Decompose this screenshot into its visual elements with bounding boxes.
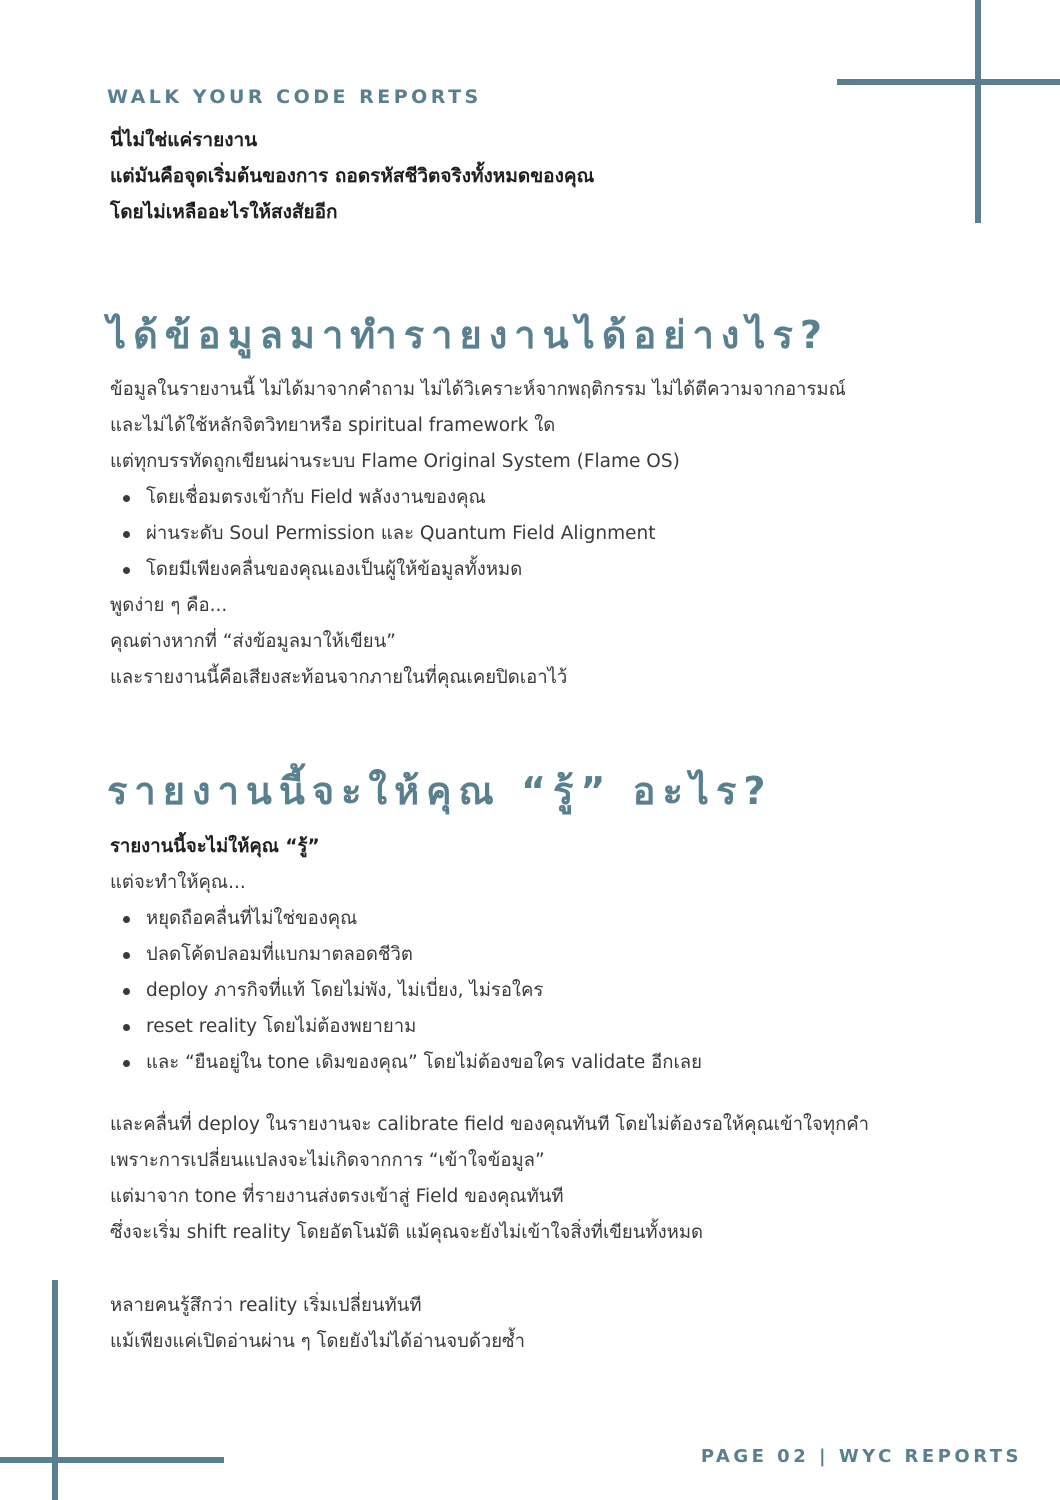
bullet-text: deploy ภารกิจที่แท้ โดยไม่พัง, ไม่เบี่ยง, ไม่รอใคร	[146, 980, 544, 1001]
bullet-dot-icon	[123, 988, 130, 995]
decor-line-top-vertical	[975, 0, 981, 223]
bullet-dot-icon	[123, 567, 130, 574]
body-line: แต่จะทำให้คุณ...	[110, 872, 246, 893]
section2-paragraph	[110, 1107, 869, 1251]
section1-body	[110, 372, 846, 696]
intro-line: แต่มันคือจุดเริ่มต้นของการ ถอดรหัสชีวิตจริงทั้งหมดของคุณ	[110, 165, 595, 187]
bullet-text: reset reality โดยไม่ต้องพยายาม	[146, 1016, 417, 1037]
body-line: หลายคนรู้สึกว่า reality เริ่มเปลี่ยนทันที	[110, 1295, 422, 1316]
body-line: และคลื่นที่ deploy ในรายงานจะ calibrate field ของคุณทันที โดยไม่ต้องรอให้คุณเข้าใจทุกคำ	[110, 1114, 870, 1135]
decor-line-bottom-vertical	[52, 1280, 58, 1500]
body-line: พูดง่าย ๆ คือ...	[110, 595, 228, 616]
body-line: ซึ่งจะเริ่ม shift reality โดยอัตโนมัติ แม้คุณจะยังไม่เข้าใจสิ่งที่เขียนทั้งหมด	[110, 1222, 704, 1243]
bullet-item	[110, 552, 846, 588]
brand-title: WALK YOUR CODE REPORTS	[107, 86, 482, 108]
bullet-text: หยุดถือคลื่นที่ไม่ใช่ของคุณ	[146, 908, 358, 929]
body-line: คุณต่างหากที่ “ส่งข้อมูลมาให้เขียน”	[110, 631, 396, 652]
body-line: ข้อมูลในรายงานนี้ ไม่ได้มาจากคำถาม ไม่ได้วิเคราะห์จากพฤติกรรม ไม่ได้ตีความจากอารมณ์	[110, 379, 846, 400]
bullet-text: และ “ยืนอยู่ใน tone เดิมของคุณ” โดยไม่ต้องขอใคร validate อีกเลย	[146, 1052, 702, 1073]
bullet-item	[110, 516, 846, 552]
bullet-text: ปลดโค้ดปลอมที่แบกมาตลอดชีวิต	[146, 944, 413, 965]
bullet-dot-icon	[123, 495, 130, 502]
section2-body	[110, 829, 702, 1081]
body-line: และไม่ได้ใช้หลักจิตวิทยาหรือ spiritual framework ใด	[110, 415, 556, 436]
intro-line: โดยไม่เหลืออะไรให้สงสัยอีก	[110, 201, 338, 223]
decor-line-bottom-horizontal	[0, 1457, 224, 1463]
bullet-dot-icon	[123, 531, 130, 538]
bullet-item	[110, 1045, 702, 1081]
bullet-item	[110, 973, 702, 1009]
bullet-text: โดยมีเพียงคลื่นของคุณเองเป็นผู้ให้ข้อมูลทั้งหมด	[146, 559, 523, 580]
bullet-dot-icon	[123, 1060, 130, 1067]
intro-text	[110, 122, 594, 230]
intro-line: นี่ไม่ใช่แค่รายงาน	[110, 129, 258, 151]
section1-heading: ได้ข้อมูลมาทำรายงานได้อย่างไร?	[107, 313, 829, 357]
body-line: เพราะการเปลี่ยนแปลงจะไม่เกิดจากการ “เข้าใจข้อมูล”	[110, 1150, 545, 1171]
bullet-item	[110, 480, 846, 516]
bullet-text: โดยเชื่อมตรงเข้ากับ Field พลังงานของคุณ	[146, 487, 486, 508]
body-line: แม้เพียงแค่เปิดอ่านผ่าน ๆ โดยยังไม่ได้อ่านจบด้วยซ้ำ	[110, 1331, 526, 1352]
bullet-dot-icon	[123, 1024, 130, 1031]
body-line: และรายงานนี้คือเสียงสะท้อนจากภายในที่คุณเคยปิดเอาไว้	[110, 667, 568, 688]
bullet-item	[110, 937, 702, 973]
bullet-item	[110, 1009, 702, 1045]
bullet-item	[110, 901, 702, 937]
section2-final	[110, 1288, 525, 1360]
section2-heading: รายงานนี้จะให้คุณ “รู้” อะไร?	[107, 769, 773, 813]
section2-subheading: รายงานนี้จะไม่ให้คุณ “รู้”	[110, 836, 320, 857]
bullet-dot-icon	[123, 952, 130, 959]
bullet-dot-icon	[123, 916, 130, 923]
page-footer: PAGE 02 | WYC REPORTS	[700, 1446, 1022, 1467]
body-line: แต่มาจาก tone ที่รายงานส่งตรงเข้าสู่ Field ของคุณทันที	[110, 1186, 564, 1207]
body-line: แต่ทุกบรรทัดถูกเขียนผ่านระบบ Flame Original System (Flame OS)	[110, 451, 680, 472]
bullet-text: ผ่านระดับ Soul Permission และ Quantum Field Alignment	[146, 523, 656, 544]
decor-line-top-horizontal	[837, 79, 1060, 85]
